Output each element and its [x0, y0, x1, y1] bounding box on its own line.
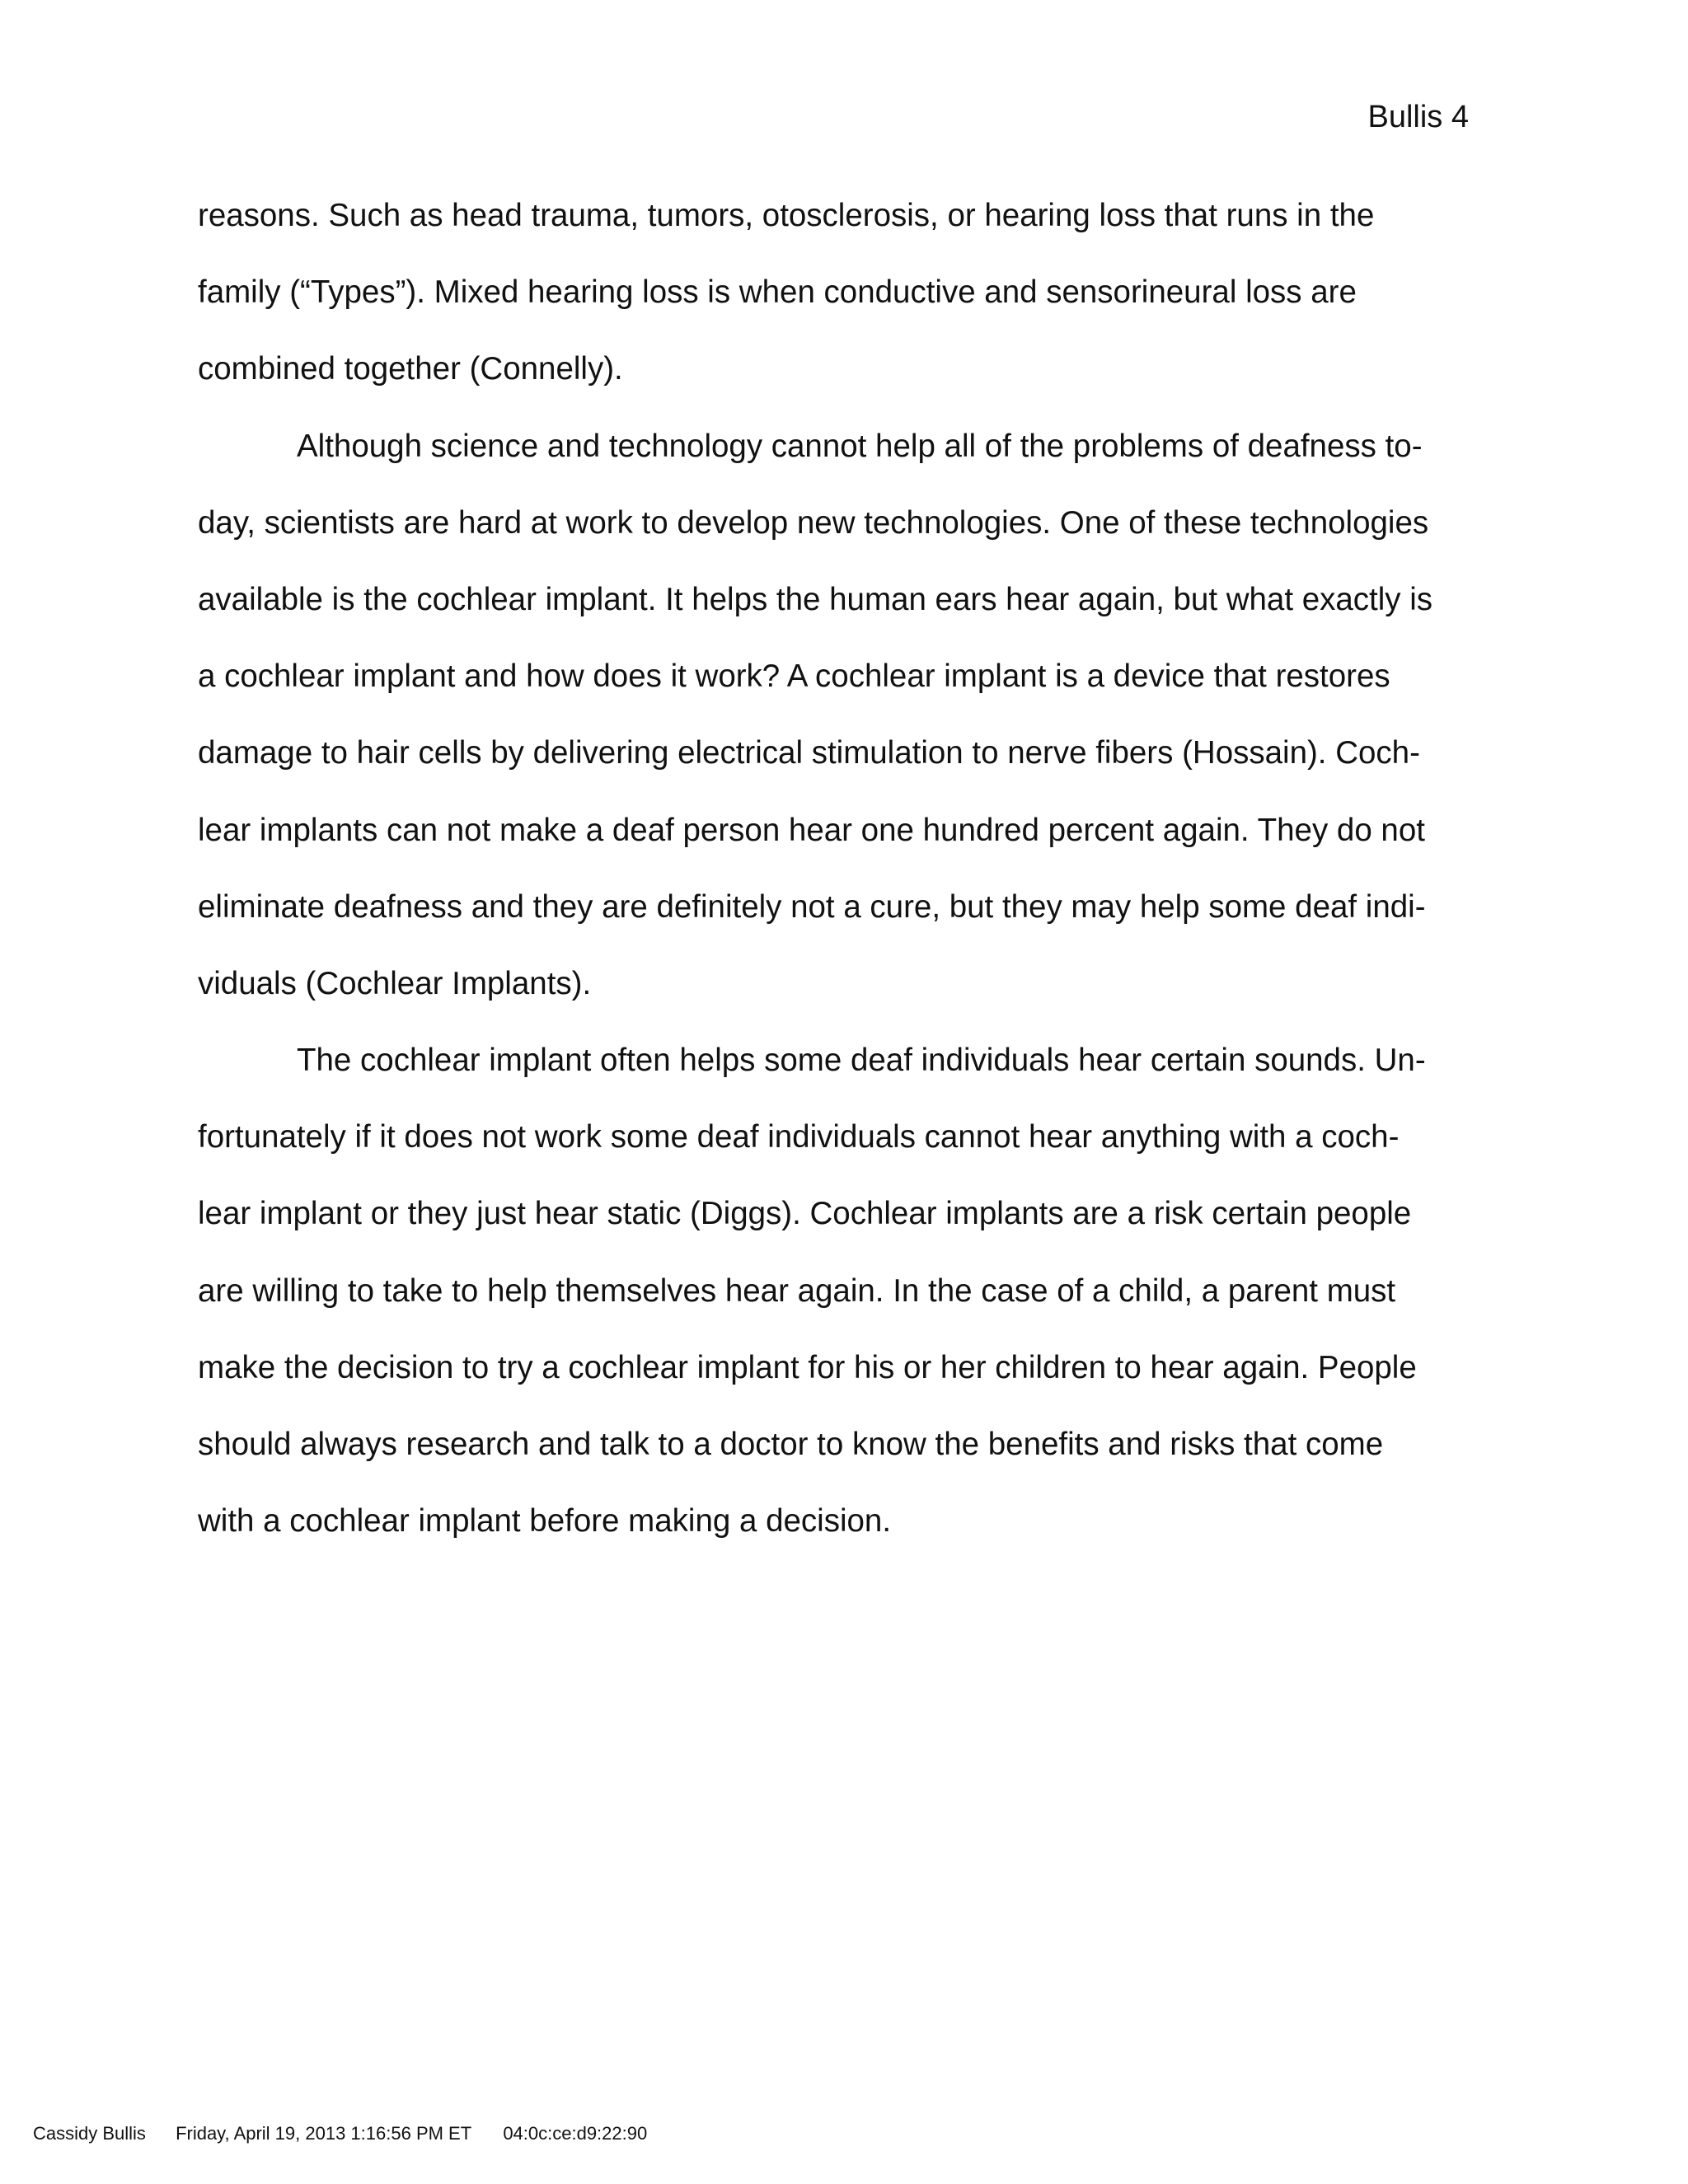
paragraph-start-line: The cochlear implant often helps some deaf individuals hear certain sounds. Un-	[297, 1043, 1426, 1079]
body-line: lear implants can not make a deaf person hear one hundred percent again. They do not	[198, 812, 1425, 848]
body-line: are willing to take to help themselves hear again. In the case of a child, a parent must	[198, 1272, 1396, 1309]
body-line: damage to hair cells by delivering electrical stimulation to nerve fibers (Hossain). Coch-	[198, 735, 1420, 771]
body-line: should always research and talk to a doctor to know the benefits and risks that come	[198, 1427, 1384, 1462]
footer-device-id: 04:0c:ce:d9:22:90	[503, 2123, 648, 2144]
body-line: viduals (Cochlear Implants).	[198, 965, 592, 1001]
body-line: combined together (Connelly).	[198, 351, 623, 387]
body-line: with a cochlear implant before making a decision.	[198, 1503, 892, 1540]
body-line: available is the cochlear implant. It helps the human ears hear again, but what exactly is	[198, 581, 1433, 617]
footer-author: Cassidy Bullis	[33, 2123, 146, 2144]
footer-timestamp: Friday, April 19, 2013 1:16:56 PM ET	[176, 2123, 472, 2144]
page-header-label: Bullis 4	[1367, 100, 1469, 134]
body-line: fortunately if it does not work some deaf individuals cannot hear anything with a coch-	[198, 1119, 1400, 1155]
body-line: family (“Types”). Mixed hearing loss is when conductive and sensorineural loss are	[198, 274, 1357, 311]
body-line: make the decision to try a cochlear implant for his or her children to hear again. People	[198, 1349, 1417, 1385]
body-line: reasons. Such as head trauma, tumors, otosclerosis, or hearing loss that runs in the	[198, 198, 1375, 233]
body-line: eliminate deafness and they are definitely not a cure, but they may help some deaf indi-	[198, 888, 1426, 925]
body-line: lear implant or they just hear static (Diggs). Cochlear implants are a risk certain people	[198, 1196, 1412, 1232]
print-footer	[33, 2121, 647, 2146]
body-line: a cochlear implant and how does it work? A cochlear implant is a device that restores	[198, 658, 1390, 695]
paragraph-start-line: Although science and technology cannot help all of the problems of deafness to-	[297, 428, 1423, 464]
body-line: day, scientists are hard at work to develop new technologies. One of these technologies	[198, 504, 1429, 541]
document-body	[198, 191, 1492, 1573]
